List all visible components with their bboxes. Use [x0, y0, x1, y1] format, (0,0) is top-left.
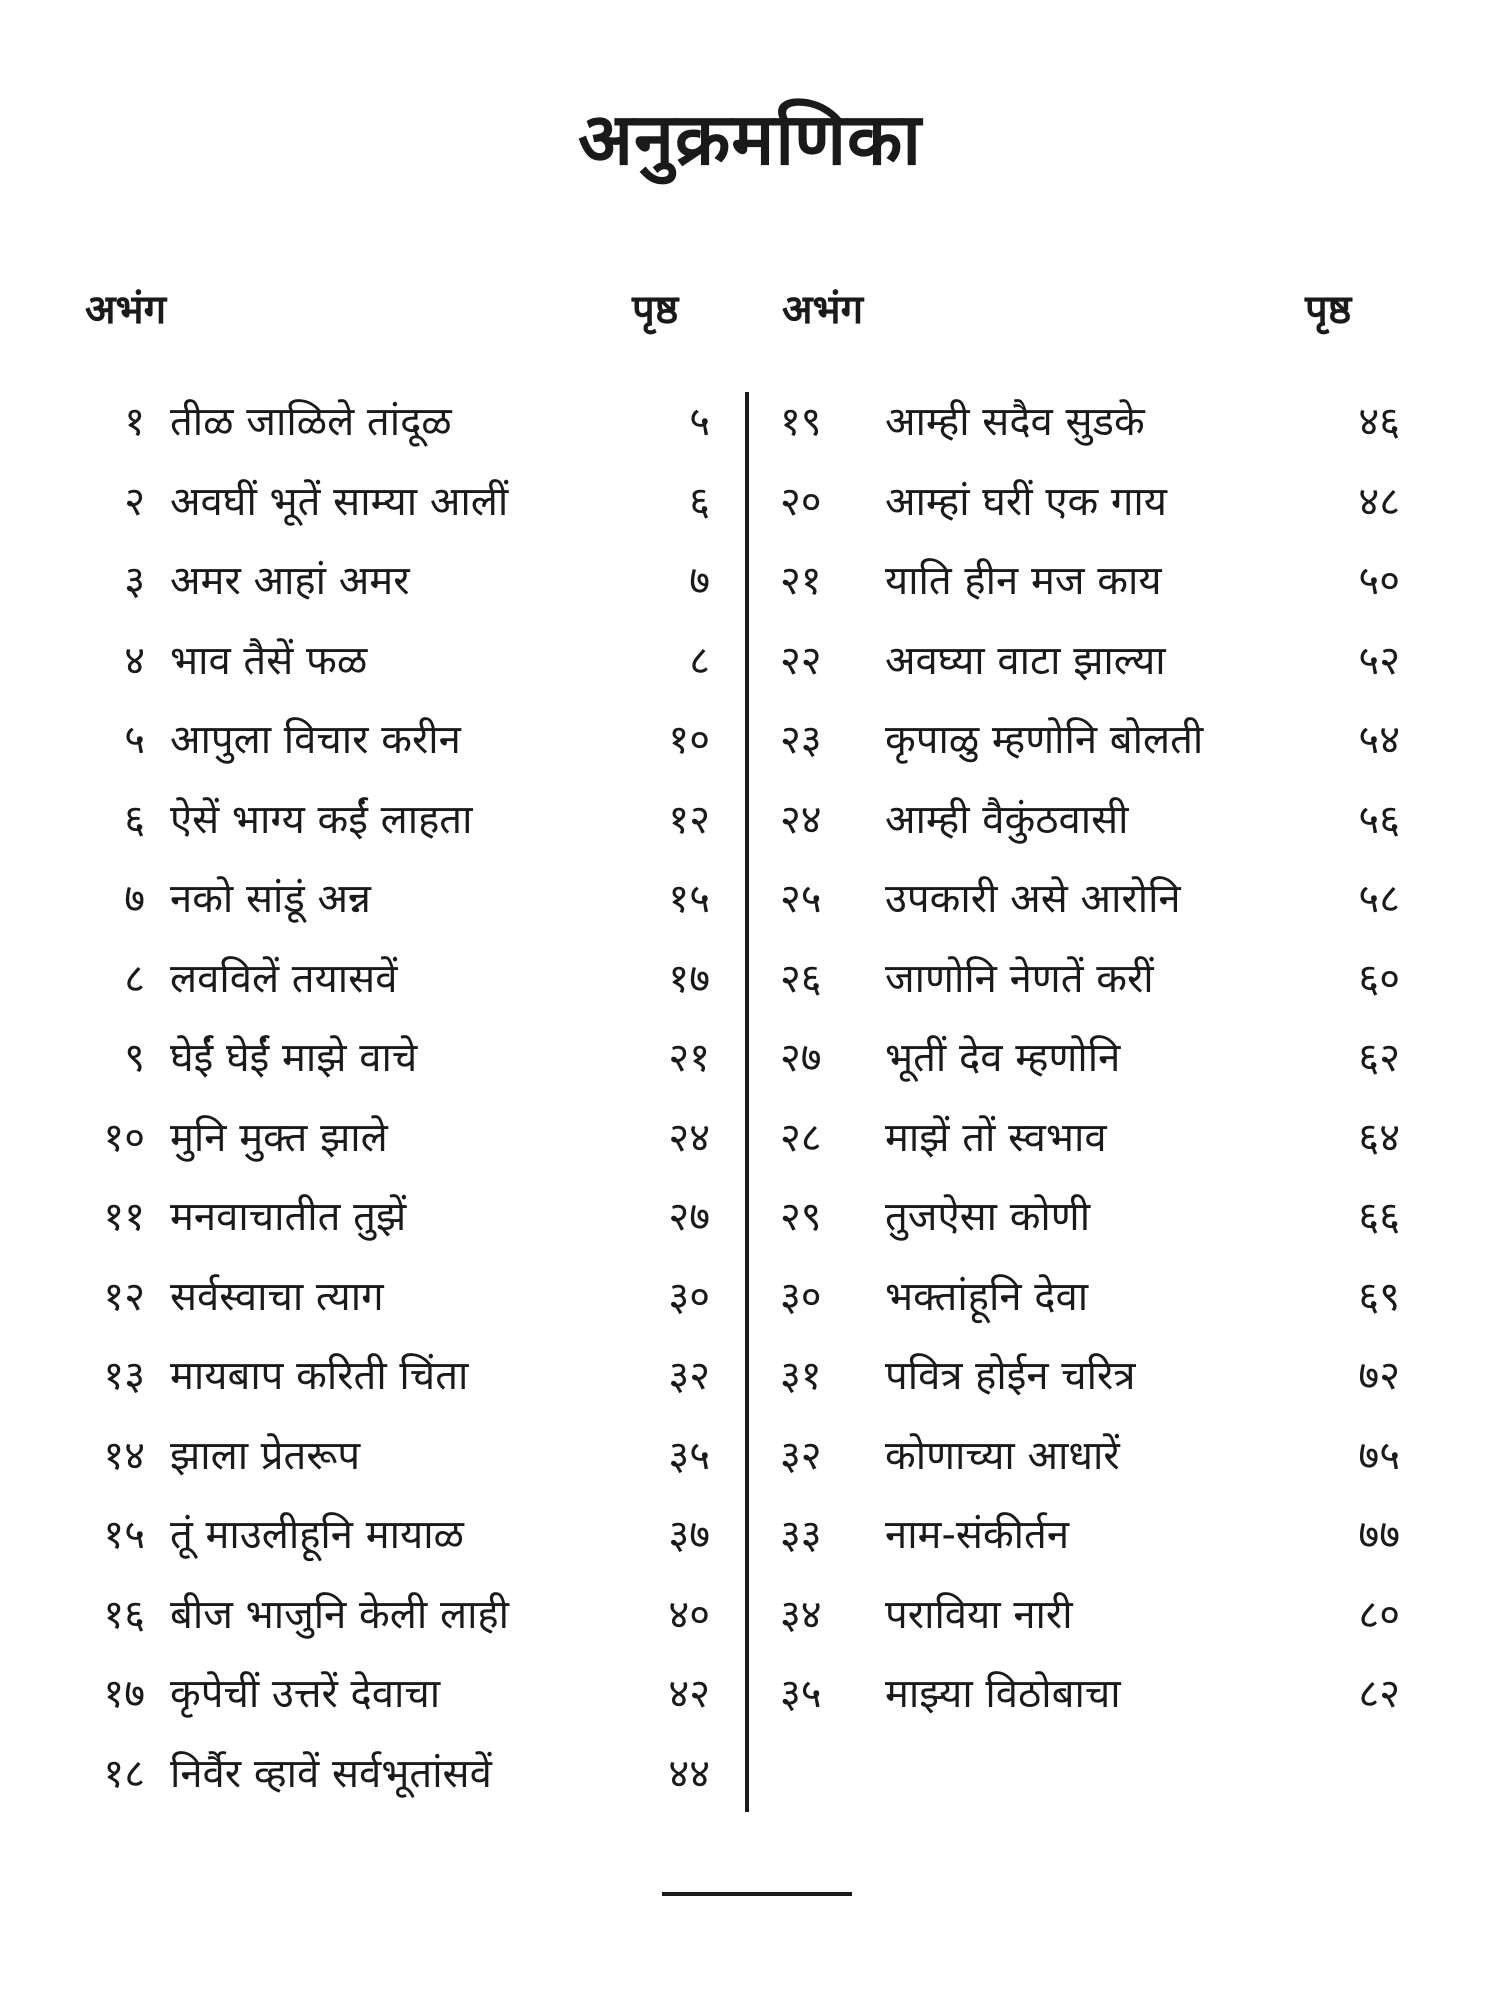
entry-number: २४ — [780, 796, 822, 843]
entry-number: २२ — [780, 637, 822, 684]
entry-title: कृपेचीं उत्तरें देवाचा — [170, 1671, 441, 1717]
entry-page-number: ४४ — [668, 1750, 710, 1797]
entry-page-number: ५८ — [1358, 876, 1400, 922]
entry-title: पवित्र होईन चरित्र — [885, 1353, 1136, 1399]
entry-page-number: ५० — [1358, 558, 1400, 604]
entry-page-number: ७७ — [1358, 1512, 1400, 1558]
index-entry — [750, 1346, 1450, 1426]
entry-page-number: ५ — [689, 399, 710, 445]
entry-page-number: ८२ — [1358, 1671, 1400, 1717]
entry-title: मुनि मुक्त झाले — [170, 1114, 388, 1161]
entry-page-number: ४८ — [1358, 478, 1400, 525]
left-abhang-header: अभंग — [85, 287, 167, 333]
index-entry — [750, 472, 1450, 552]
entry-number: २५ — [780, 876, 822, 922]
entry-page-number: २७ — [668, 1194, 710, 1240]
entry-number: ३१ — [780, 1353, 822, 1399]
left-index-column — [0, 392, 745, 1823]
entry-number: २७ — [780, 1035, 822, 1081]
entry-number: ८ — [124, 955, 145, 1002]
index-entry — [750, 1426, 1450, 1506]
entry-title: भूतीं देव म्हणोनि — [885, 1035, 1121, 1081]
entry-page-number: २४ — [668, 1114, 710, 1161]
entry-number: २३ — [780, 717, 822, 763]
entry-page-number: ६२ — [1358, 1035, 1400, 1081]
index-entry — [0, 949, 745, 1029]
index-entry — [0, 472, 745, 552]
entry-number: ४ — [124, 637, 145, 684]
entry-title: माझ्या विठोबाचा — [885, 1671, 1121, 1717]
entry-title: तूं माउलीहूनि मायाळ — [170, 1512, 464, 1558]
entry-title: जाणोनि नेणतें करीं — [885, 955, 1154, 1002]
index-entry — [750, 949, 1450, 1029]
entry-title: भक्तांहूनि देवा — [885, 1273, 1089, 1320]
index-entry — [750, 1187, 1450, 1267]
entry-title: कोणाच्या आधारें — [885, 1432, 1120, 1479]
entry-number: ५ — [124, 717, 145, 763]
entry-page-number: १२ — [668, 796, 710, 843]
entry-title: तीळ जाळिले तांदूळ — [170, 399, 452, 445]
index-entry — [750, 392, 1450, 472]
entry-title: माझें तों स्वभाव — [885, 1114, 1107, 1161]
left-page-header: पृष्ठ — [632, 287, 679, 333]
right-abhang-header: अभंग — [782, 287, 864, 333]
entry-page-number: ६९ — [1358, 1273, 1400, 1320]
entry-number: १७ — [103, 1671, 145, 1717]
entry-title: अवघ्या वाटा झाल्या — [885, 637, 1166, 684]
entry-title: तुजऐसा कोणी — [885, 1194, 1091, 1240]
entry-page-number: ३२ — [668, 1353, 710, 1399]
index-entry — [0, 392, 745, 472]
entry-page-number: ३० — [668, 1273, 710, 1320]
entry-number: ६ — [124, 796, 145, 843]
index-entry — [0, 710, 745, 790]
index-entry — [0, 869, 745, 949]
entry-title: आपुला विचार करीन — [170, 717, 461, 763]
index-entry — [0, 1267, 745, 1347]
entry-number: २८ — [780, 1114, 822, 1161]
entry-number: ७ — [124, 876, 145, 922]
entry-number: ३ — [124, 558, 145, 604]
entry-number: २ — [124, 478, 145, 525]
index-entry — [750, 551, 1450, 631]
entry-number: ३० — [780, 1273, 822, 1320]
entry-title: कृपाळु म्हणोनि बोलती — [885, 717, 1204, 763]
entry-title: अवघीं भूतें साम्या आलीं — [170, 478, 509, 525]
index-entry — [0, 1187, 745, 1267]
entry-page-number: ८ — [689, 637, 710, 684]
entry-number: १४ — [103, 1432, 145, 1479]
index-entry — [0, 1028, 745, 1108]
entry-number: ९ — [124, 1035, 145, 1081]
entry-page-number: ५६ — [1358, 796, 1400, 843]
entry-number: १८ — [103, 1750, 145, 1797]
entry-page-number: ८० — [1358, 1591, 1400, 1638]
entry-page-number: ३७ — [668, 1512, 710, 1558]
entry-title: सर्वस्वाचा त्याग — [170, 1273, 384, 1320]
entry-page-number: ७२ — [1358, 1353, 1400, 1399]
entry-page-number: ६ — [689, 478, 710, 525]
entry-page-number: १० — [668, 717, 710, 763]
entry-number: ३२ — [780, 1432, 822, 1479]
entry-page-number: ६० — [1358, 955, 1400, 1002]
entry-number: १६ — [103, 1591, 145, 1638]
index-entry — [0, 1426, 745, 1506]
entry-page-number: ७ — [689, 558, 710, 604]
entry-number: १० — [103, 1114, 145, 1161]
index-entry — [750, 1585, 1450, 1665]
index-entry — [0, 1505, 745, 1585]
entry-number: ३३ — [780, 1512, 822, 1558]
entry-title: मनवाचातीत तुझें — [170, 1194, 407, 1240]
entry-page-number: ६६ — [1358, 1194, 1400, 1240]
column-divider — [745, 392, 749, 1812]
entry-page-number: ५४ — [1358, 717, 1400, 763]
entry-number: २० — [780, 478, 822, 525]
entry-number: १२ — [103, 1273, 145, 1320]
entry-number: १९ — [780, 399, 822, 445]
entry-title: याति हीन मज काय — [885, 558, 1162, 604]
entry-number: ३४ — [780, 1591, 822, 1638]
index-entry — [750, 1664, 1450, 1744]
entry-page-number: ४६ — [1358, 399, 1400, 445]
entry-number: २६ — [780, 955, 822, 1002]
entry-page-number: १५ — [668, 876, 710, 922]
index-entry — [750, 1028, 1450, 1108]
entry-page-number: ५२ — [1358, 637, 1400, 684]
index-entry — [750, 790, 1450, 870]
entry-page-number: ३५ — [668, 1432, 710, 1479]
entry-page-number: ४० — [668, 1591, 710, 1638]
index-entry — [0, 631, 745, 711]
entry-title: आम्ही सदैव सुडके — [885, 399, 1145, 445]
right-page-header: पृष्ठ — [1305, 287, 1352, 333]
entry-title: लवविलें तयासवें — [170, 955, 398, 1002]
entry-page-number: २१ — [668, 1035, 710, 1081]
entry-title: निर्वैर व्हावें सर्वभूतांसवें — [170, 1750, 492, 1797]
index-entry — [750, 631, 1450, 711]
entry-title: घेईं घेईं माझे वाचे — [170, 1035, 418, 1081]
entry-page-number: ६४ — [1358, 1114, 1400, 1161]
index-entry — [750, 710, 1450, 790]
index-entry — [0, 790, 745, 870]
index-entry — [750, 1267, 1450, 1347]
entry-number: १३ — [103, 1353, 145, 1399]
entry-title: आम्हां घरीं एक गाय — [885, 478, 1167, 525]
entry-number: ११ — [103, 1194, 145, 1240]
entry-title: ऐसें भाग्य कईं लाहता — [170, 796, 473, 843]
page-title: अनुक्रमणिका — [578, 97, 922, 181]
entry-title: बीज भाजुनि केली लाही — [170, 1591, 510, 1638]
index-entry — [750, 869, 1450, 949]
entry-title: पराविया नारी — [885, 1591, 1073, 1638]
index-entry — [0, 1744, 745, 1824]
index-entry — [750, 1505, 1450, 1585]
entry-number: १५ — [103, 1512, 145, 1558]
right-index-column — [750, 392, 1450, 1744]
index-entry — [0, 1664, 745, 1744]
entry-title: उपकारी असे आरोनि — [885, 876, 1181, 922]
index-entry — [750, 1108, 1450, 1188]
entry-title: आम्ही वैकुंठवासी — [885, 796, 1129, 843]
entry-page-number: ४२ — [668, 1671, 710, 1717]
entry-number: १ — [124, 399, 145, 445]
entry-title: झाला प्रेतरूप — [170, 1432, 361, 1479]
entry-title: नाम-संकीर्तन — [885, 1512, 1070, 1558]
entry-page-number: ७५ — [1358, 1432, 1400, 1479]
entry-number: ३५ — [780, 1671, 822, 1717]
bottom-rule — [662, 1892, 852, 1896]
entry-number: २९ — [780, 1194, 822, 1240]
entry-page-number: १७ — [668, 955, 710, 1002]
index-entry — [0, 1585, 745, 1665]
entry-title: भाव तैसें फळ — [170, 637, 368, 684]
index-entry — [0, 551, 745, 631]
entry-title: अमर आहां अमर — [170, 558, 410, 604]
index-entry — [0, 1108, 745, 1188]
index-entry — [0, 1346, 745, 1426]
entry-title: नको सांडूं अन्न — [170, 876, 371, 922]
entry-number: २१ — [780, 558, 822, 604]
entry-title: मायबाप करिती चिंता — [170, 1353, 469, 1399]
